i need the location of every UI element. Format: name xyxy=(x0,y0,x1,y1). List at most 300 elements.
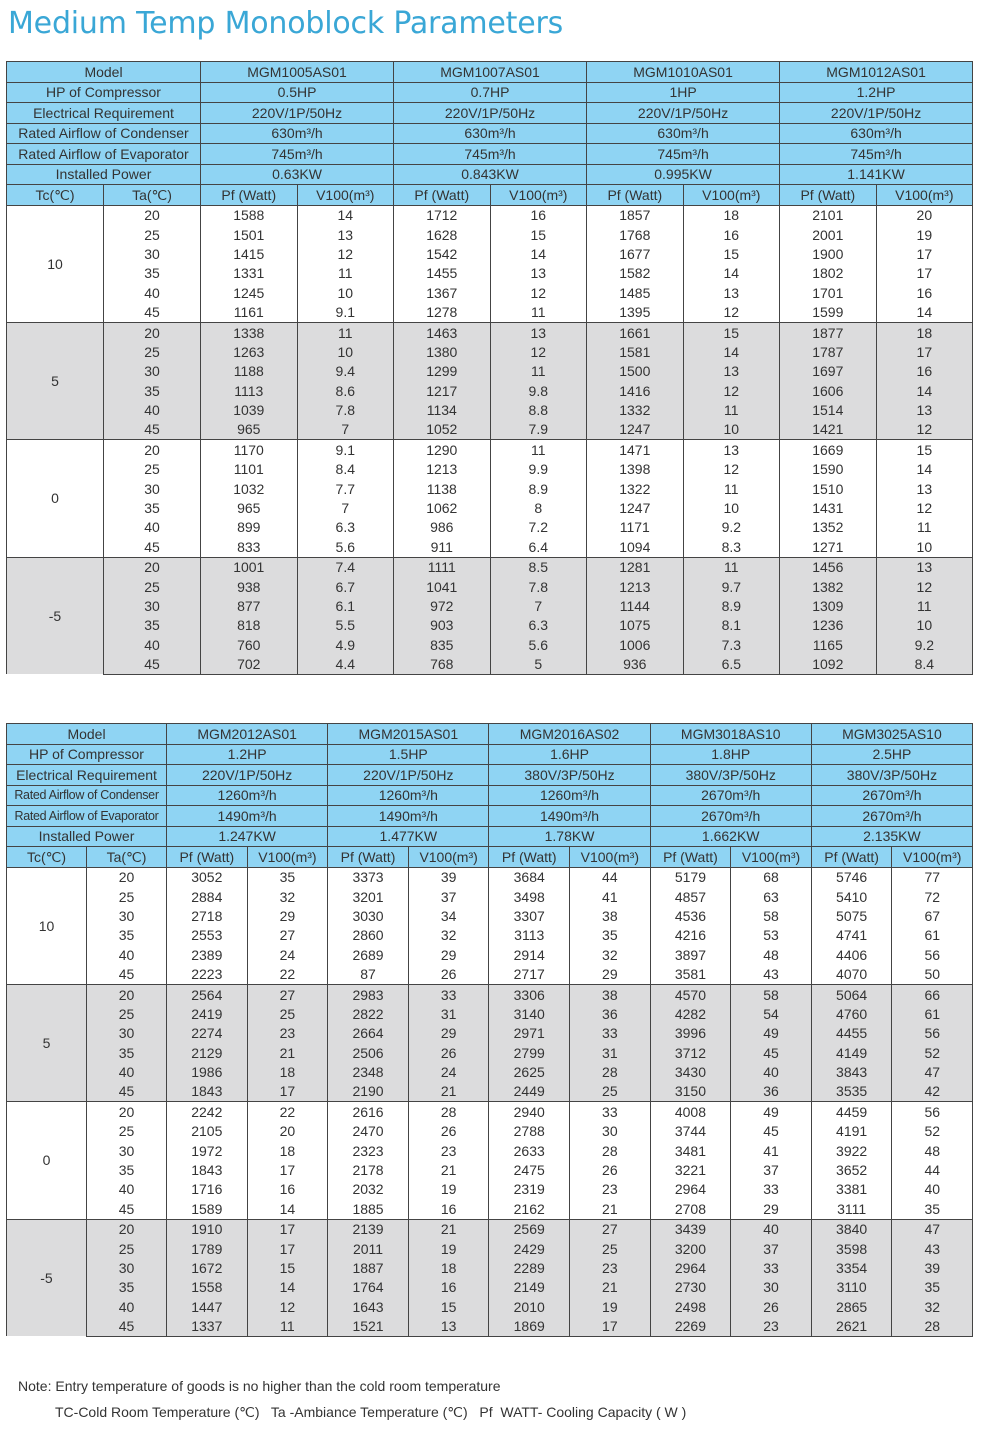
pf-cell: 1416 xyxy=(587,381,684,400)
v100-cell: 18 xyxy=(247,1062,328,1081)
pf-cell: 5075 xyxy=(811,906,892,925)
v100-cell: 6.4 xyxy=(490,537,587,557)
v100-cell: 32 xyxy=(247,887,328,906)
pf-header: Pf (Watt) xyxy=(650,847,731,868)
v100-cell: 11 xyxy=(683,557,780,577)
v100-cell: 18 xyxy=(683,205,780,225)
table-row xyxy=(7,440,973,460)
ta-cell: 45 xyxy=(87,1082,167,1102)
table-row xyxy=(7,518,973,537)
pf-cell: 3843 xyxy=(811,1062,892,1081)
v100-cell: 13 xyxy=(876,557,973,577)
pf-cell: 2449 xyxy=(489,1082,570,1102)
v100-cell: 20 xyxy=(247,1122,328,1141)
pf-cell: 2475 xyxy=(489,1160,570,1179)
pf-cell: 1367 xyxy=(394,283,491,302)
ta-cell: 30 xyxy=(87,1258,167,1277)
pf-cell: 2971 xyxy=(489,1024,570,1043)
pf-cell: 2139 xyxy=(328,1219,409,1239)
pf-cell: 4459 xyxy=(811,1102,892,1122)
v100-header: V100(m³) xyxy=(683,185,780,206)
table-row xyxy=(7,1004,973,1023)
pf-cell: 3140 xyxy=(489,1004,570,1023)
pf-header: Pf (Watt) xyxy=(587,185,684,206)
pf-cell: 2964 xyxy=(650,1258,731,1277)
v100-cell: 9.8 xyxy=(490,381,587,400)
pf-cell: 1843 xyxy=(167,1082,248,1102)
pf-cell: 4070 xyxy=(811,964,892,984)
spec-value-hp: 0.5HP xyxy=(201,82,394,103)
table-row xyxy=(7,557,973,577)
v100-cell: 35 xyxy=(892,1199,973,1219)
v100-cell: 13 xyxy=(490,264,587,283)
pf-cell: 1590 xyxy=(780,460,877,479)
pf-cell: 1456 xyxy=(780,557,877,577)
pf-cell: 4536 xyxy=(650,906,731,925)
v100-cell: 23 xyxy=(247,1024,328,1043)
spec-row-cond xyxy=(7,123,973,144)
v100-cell: 72 xyxy=(892,887,973,906)
pf-cell: 3652 xyxy=(811,1160,892,1179)
v100-cell: 19 xyxy=(570,1297,651,1316)
v100-cell: 7 xyxy=(297,498,394,517)
ta-cell: 45 xyxy=(104,302,201,322)
pf-cell: 835 xyxy=(394,635,491,654)
v100-cell: 9.1 xyxy=(297,440,394,460)
spec-value-cond: 1260m³/h xyxy=(489,785,650,806)
pf-cell: 1247 xyxy=(587,420,684,440)
spec-value-elec: 220V/1P/50Hz xyxy=(587,103,780,124)
v100-cell: 45 xyxy=(731,1043,812,1062)
pf-cell: 936 xyxy=(587,654,684,674)
v100-header: V100(m³) xyxy=(876,185,973,206)
note-text: Note: Entry temperature of goods is no higher than the cold room temperature xyxy=(18,1378,501,1394)
v100-cell: 16 xyxy=(683,225,780,244)
v100-cell: 10 xyxy=(876,537,973,557)
pf-cell: 1111 xyxy=(394,557,491,577)
v100-cell: 18 xyxy=(408,1258,489,1277)
pf-cell: 1716 xyxy=(167,1180,248,1199)
pf-cell: 1558 xyxy=(167,1278,248,1297)
ta-cell: 35 xyxy=(104,498,201,517)
pf-cell: 2010 xyxy=(489,1297,570,1316)
pf-cell: 2419 xyxy=(167,1004,248,1023)
table-row xyxy=(7,635,973,654)
v100-cell: 14 xyxy=(876,460,973,479)
pf-cell: 1052 xyxy=(394,420,491,440)
pf-cell: 2884 xyxy=(167,887,248,906)
ta-cell: 35 xyxy=(104,264,201,283)
v100-cell: 5.6 xyxy=(490,635,587,654)
ta-cell: 30 xyxy=(104,362,201,381)
v100-cell: 16 xyxy=(408,1278,489,1297)
pf-cell: 1588 xyxy=(201,205,298,225)
pf-cell: 2633 xyxy=(489,1141,570,1160)
spec-value-model: MGM2012AS01 xyxy=(167,724,328,745)
pf-cell: 3498 xyxy=(489,887,570,906)
pf-cell: 1039 xyxy=(201,400,298,419)
spec-label-evap: Rated Airflow of Evaporator xyxy=(7,144,201,165)
table-row xyxy=(7,1219,973,1239)
spec-value-hp: 1HP xyxy=(587,82,780,103)
v100-cell: 17 xyxy=(247,1160,328,1179)
pf-cell: 2717 xyxy=(489,964,570,984)
ta-cell: 35 xyxy=(87,1043,167,1062)
v100-cell: 40 xyxy=(731,1062,812,1081)
table-row xyxy=(7,577,973,596)
spec-value-hp: 2.5HP xyxy=(811,744,972,765)
v100-cell: 35 xyxy=(892,1278,973,1297)
v100-cell: 32 xyxy=(570,945,651,964)
tc-cell: 5 xyxy=(7,984,87,1101)
table-row xyxy=(7,460,973,479)
pf-cell: 1006 xyxy=(587,635,684,654)
v100-cell: 28 xyxy=(408,1102,489,1122)
spec-value-cond: 1260m³/h xyxy=(167,785,328,806)
spec-value-power: 1.477KW xyxy=(328,826,489,847)
ta-header: Ta(℃) xyxy=(87,847,167,868)
pf-cell: 1278 xyxy=(394,302,491,322)
v100-cell: 66 xyxy=(892,984,973,1004)
spec-value-elec: 380V/3P/50Hz xyxy=(489,765,650,786)
pf-cell: 4760 xyxy=(811,1004,892,1023)
tc-header: Tc(℃) xyxy=(7,185,104,206)
v100-cell: 50 xyxy=(892,964,973,984)
v100-cell: 42 xyxy=(892,1082,973,1102)
pf-cell: 4570 xyxy=(650,984,731,1004)
pf-cell: 87 xyxy=(328,964,409,984)
v100-header: V100(m³) xyxy=(570,847,651,868)
v100-cell: 26 xyxy=(570,1160,651,1179)
v100-cell: 7.8 xyxy=(490,577,587,596)
pf-cell: 2914 xyxy=(489,945,570,964)
pf-cell: 3897 xyxy=(650,945,731,964)
v100-cell: 38 xyxy=(570,906,651,925)
pf-cell: 1447 xyxy=(167,1297,248,1316)
pf-cell: 1331 xyxy=(201,264,298,283)
pf-cell: 2964 xyxy=(650,1180,731,1199)
v100-cell: 27 xyxy=(247,984,328,1004)
pf-cell: 1281 xyxy=(587,557,684,577)
pf-cell: 1309 xyxy=(780,596,877,615)
pf-cell: 877 xyxy=(201,596,298,615)
v100-cell: 23 xyxy=(570,1258,651,1277)
ta-cell: 20 xyxy=(87,867,167,887)
v100-cell: 11 xyxy=(247,1316,328,1336)
pf-cell: 2506 xyxy=(328,1043,409,1062)
ta-cell: 20 xyxy=(87,1219,167,1239)
spec-value-elec: 220V/1P/50Hz xyxy=(780,103,973,124)
pf-cell: 1661 xyxy=(587,322,684,342)
v100-cell: 32 xyxy=(892,1297,973,1316)
pf-header: Pf (Watt) xyxy=(328,847,409,868)
table-row xyxy=(7,225,973,244)
v100-cell: 11 xyxy=(876,518,973,537)
v100-cell: 16 xyxy=(876,362,973,381)
pf-cell: 3481 xyxy=(650,1141,731,1160)
v100-cell: 15 xyxy=(683,244,780,263)
v100-cell: 44 xyxy=(570,867,651,887)
pf-cell: 1032 xyxy=(201,479,298,498)
table-row xyxy=(7,1258,973,1277)
pf-cell: 3430 xyxy=(650,1062,731,1081)
pf-cell: 1271 xyxy=(780,537,877,557)
pf-cell: 702 xyxy=(201,654,298,674)
pf-cell: 1382 xyxy=(780,577,877,596)
v100-cell: 14 xyxy=(683,264,780,283)
pf-cell: 2105 xyxy=(167,1122,248,1141)
pf-cell: 4191 xyxy=(811,1122,892,1141)
pf-cell: 1094 xyxy=(587,537,684,557)
pf-cell: 2940 xyxy=(489,1102,570,1122)
spec-value-hp: 0.7HP xyxy=(394,82,587,103)
pf-cell: 818 xyxy=(201,616,298,635)
pf-cell: 3201 xyxy=(328,887,409,906)
pf-cell: 5179 xyxy=(650,867,731,887)
spec-value-power: 0.843KW xyxy=(394,164,587,185)
pf-cell: 2178 xyxy=(328,1160,409,1179)
v100-cell: 32 xyxy=(408,926,489,945)
v100-cell: 5.6 xyxy=(297,537,394,557)
pf-cell: 2983 xyxy=(328,984,409,1004)
v100-cell: 67 xyxy=(892,906,973,925)
spec-value-evap: 1490m³/h xyxy=(328,806,489,827)
ta-cell: 40 xyxy=(104,518,201,537)
spec-value-cond: 2670m³/h xyxy=(811,785,972,806)
table-row xyxy=(7,244,973,263)
ta-cell: 25 xyxy=(104,225,201,244)
v100-cell: 6.5 xyxy=(683,654,780,674)
pf-cell: 1501 xyxy=(201,225,298,244)
pf-cell: 1455 xyxy=(394,264,491,283)
spec-value-evap: 2670m³/h xyxy=(650,806,811,827)
table-row xyxy=(7,1141,973,1160)
pf-cell: 1802 xyxy=(780,264,877,283)
v100-cell: 25 xyxy=(570,1082,651,1102)
pf-cell: 2269 xyxy=(650,1316,731,1336)
v100-cell: 29 xyxy=(247,906,328,925)
v100-cell: 6.3 xyxy=(297,518,394,537)
v100-cell: 49 xyxy=(731,1024,812,1043)
page-title: Medium Temp Monoblock Parameters xyxy=(8,6,564,41)
ta-cell: 20 xyxy=(104,205,201,225)
legend-text: TC-Cold Room Temperature (℃) Ta -Ambiance Temperature (℃) Pf WATT- Cooling Capacity ( W ) xyxy=(55,1404,687,1420)
spec-value-elec: 380V/3P/50Hz xyxy=(811,765,972,786)
pf-header: Pf (Watt) xyxy=(811,847,892,868)
pf-cell: 2319 xyxy=(489,1180,570,1199)
v100-cell: 19 xyxy=(408,1180,489,1199)
pf-cell: 1628 xyxy=(394,225,491,244)
pf-cell: 3354 xyxy=(811,1258,892,1277)
table-row xyxy=(7,654,973,674)
pf-cell: 1787 xyxy=(780,342,877,361)
spec-value-power: 1.141KW xyxy=(780,164,973,185)
table-row xyxy=(7,945,973,964)
table-row xyxy=(7,1297,973,1316)
ta-cell: 30 xyxy=(87,1024,167,1043)
table-row xyxy=(7,1316,973,1336)
v100-cell: 33 xyxy=(731,1258,812,1277)
pf-cell: 1869 xyxy=(489,1316,570,1336)
v100-cell: 30 xyxy=(570,1122,651,1141)
ta-cell: 30 xyxy=(87,906,167,925)
v100-cell: 26 xyxy=(408,1122,489,1141)
spec-value-model: MGM1007AS01 xyxy=(394,62,587,83)
v100-cell: 15 xyxy=(408,1297,489,1316)
v100-cell: 44 xyxy=(892,1160,973,1179)
spec-value-power: 0.63KW xyxy=(201,164,394,185)
pf-cell: 986 xyxy=(394,518,491,537)
v100-cell: 9.4 xyxy=(297,362,394,381)
v100-cell: 24 xyxy=(247,945,328,964)
ta-cell: 30 xyxy=(104,479,201,498)
v100-cell: 13 xyxy=(876,479,973,498)
spec-row-hp xyxy=(7,82,973,103)
v100-cell: 5.5 xyxy=(297,616,394,635)
v100-cell: 16 xyxy=(490,205,587,225)
pf-cell: 1171 xyxy=(587,518,684,537)
v100-cell: 26 xyxy=(731,1297,812,1316)
v100-cell: 11 xyxy=(297,264,394,283)
pf-header: Pf (Watt) xyxy=(780,185,877,206)
ta-cell: 20 xyxy=(104,440,201,460)
v100-cell: 10 xyxy=(876,616,973,635)
pf-cell: 1380 xyxy=(394,342,491,361)
spec-label-elec: Electrical Requirement xyxy=(7,765,167,786)
v100-cell: 36 xyxy=(570,1004,651,1023)
ta-cell: 25 xyxy=(87,1004,167,1023)
tc-cell: 10 xyxy=(7,867,87,984)
v100-cell: 17 xyxy=(570,1316,651,1336)
v100-cell: 19 xyxy=(876,225,973,244)
pf-cell: 2564 xyxy=(167,984,248,1004)
pf-cell: 1972 xyxy=(167,1141,248,1160)
v100-cell: 31 xyxy=(570,1043,651,1062)
pf-cell: 2429 xyxy=(489,1239,570,1258)
spec-value-model: MGM1010AS01 xyxy=(587,62,780,83)
pf-cell: 2718 xyxy=(167,906,248,925)
v100-cell: 7.4 xyxy=(297,557,394,577)
v100-cell: 17 xyxy=(247,1082,328,1102)
pf-cell: 3381 xyxy=(811,1180,892,1199)
v100-cell: 21 xyxy=(408,1082,489,1102)
table-row xyxy=(7,498,973,517)
ta-cell: 35 xyxy=(87,926,167,945)
pf-cell: 911 xyxy=(394,537,491,557)
pf-cell: 1322 xyxy=(587,479,684,498)
table-row xyxy=(7,1199,973,1219)
pf-cell: 1789 xyxy=(167,1239,248,1258)
column-header-row xyxy=(7,847,973,868)
table-row xyxy=(7,537,973,557)
v100-cell: 19 xyxy=(408,1239,489,1258)
pf-cell: 5064 xyxy=(811,984,892,1004)
pf-cell: 2242 xyxy=(167,1102,248,1122)
spec-value-power: 0.995KW xyxy=(587,164,780,185)
v100-cell: 54 xyxy=(731,1004,812,1023)
v100-cell: 15 xyxy=(876,440,973,460)
v100-cell: 10 xyxy=(683,498,780,517)
v100-cell: 37 xyxy=(731,1239,812,1258)
pf-cell: 1857 xyxy=(587,205,684,225)
v100-cell: 12 xyxy=(876,420,973,440)
v100-cell: 13 xyxy=(408,1316,489,1336)
ta-cell: 45 xyxy=(87,964,167,984)
v100-cell: 12 xyxy=(683,381,780,400)
pf-cell: 1165 xyxy=(780,635,877,654)
spec-value-cond: 630m³/h xyxy=(201,123,394,144)
spec-value-model: MGM3025AS10 xyxy=(811,724,972,745)
pf-cell: 3684 xyxy=(489,867,570,887)
table-row xyxy=(7,479,973,498)
v100-cell: 4.4 xyxy=(297,654,394,674)
ta-cell: 45 xyxy=(87,1316,167,1336)
spec-label-hp: HP of Compressor xyxy=(7,82,201,103)
ta-cell: 45 xyxy=(87,1199,167,1219)
v100-cell: 37 xyxy=(731,1160,812,1179)
spec-value-evap: 745m³/h xyxy=(587,144,780,165)
tc-cell: 5 xyxy=(7,322,104,439)
v100-cell: 23 xyxy=(570,1180,651,1199)
pf-cell: 3307 xyxy=(489,906,570,925)
pf-cell: 2190 xyxy=(328,1082,409,1102)
v100-cell: 17 xyxy=(876,342,973,361)
v100-cell: 27 xyxy=(247,926,328,945)
pf-cell: 1485 xyxy=(587,283,684,302)
v100-cell: 7.8 xyxy=(297,400,394,419)
pf-cell: 2389 xyxy=(167,945,248,964)
v100-cell: 33 xyxy=(731,1180,812,1199)
table-row xyxy=(7,264,973,283)
table-row xyxy=(7,400,973,419)
table-row xyxy=(7,420,973,440)
pf-cell: 3922 xyxy=(811,1141,892,1160)
pf-cell: 1352 xyxy=(780,518,877,537)
v100-cell: 35 xyxy=(570,926,651,945)
pf-cell: 2860 xyxy=(328,926,409,945)
spec-value-elec: 380V/3P/50Hz xyxy=(650,765,811,786)
v100-cell: 9.2 xyxy=(683,518,780,537)
v100-cell: 17 xyxy=(876,264,973,283)
spec-value-model: MGM2015AS01 xyxy=(328,724,489,745)
table-row xyxy=(7,887,973,906)
pf-cell: 1582 xyxy=(587,264,684,283)
pf-cell: 1986 xyxy=(167,1062,248,1081)
v100-cell: 29 xyxy=(731,1199,812,1219)
pf-cell: 1236 xyxy=(780,616,877,635)
pf-cell: 3439 xyxy=(650,1219,731,1239)
column-header-row xyxy=(7,185,973,206)
v100-cell: 21 xyxy=(408,1219,489,1239)
pf-cell: 2689 xyxy=(328,945,409,964)
ta-cell: 40 xyxy=(104,635,201,654)
v100-cell: 10 xyxy=(297,283,394,302)
pf-cell: 3221 xyxy=(650,1160,731,1179)
spec-value-evap: 745m³/h xyxy=(201,144,394,165)
pf-cell: 4149 xyxy=(811,1043,892,1062)
pf-cell: 1877 xyxy=(780,322,877,342)
pf-cell: 3052 xyxy=(167,867,248,887)
pf-cell: 899 xyxy=(201,518,298,537)
ta-cell: 25 xyxy=(104,460,201,479)
v100-cell: 56 xyxy=(892,1102,973,1122)
pf-cell: 903 xyxy=(394,616,491,635)
table-row xyxy=(7,1043,973,1062)
pf-cell: 1885 xyxy=(328,1199,409,1219)
v100-cell: 7.9 xyxy=(490,420,587,440)
pf-cell: 2149 xyxy=(489,1278,570,1297)
v100-cell: 47 xyxy=(892,1062,973,1081)
